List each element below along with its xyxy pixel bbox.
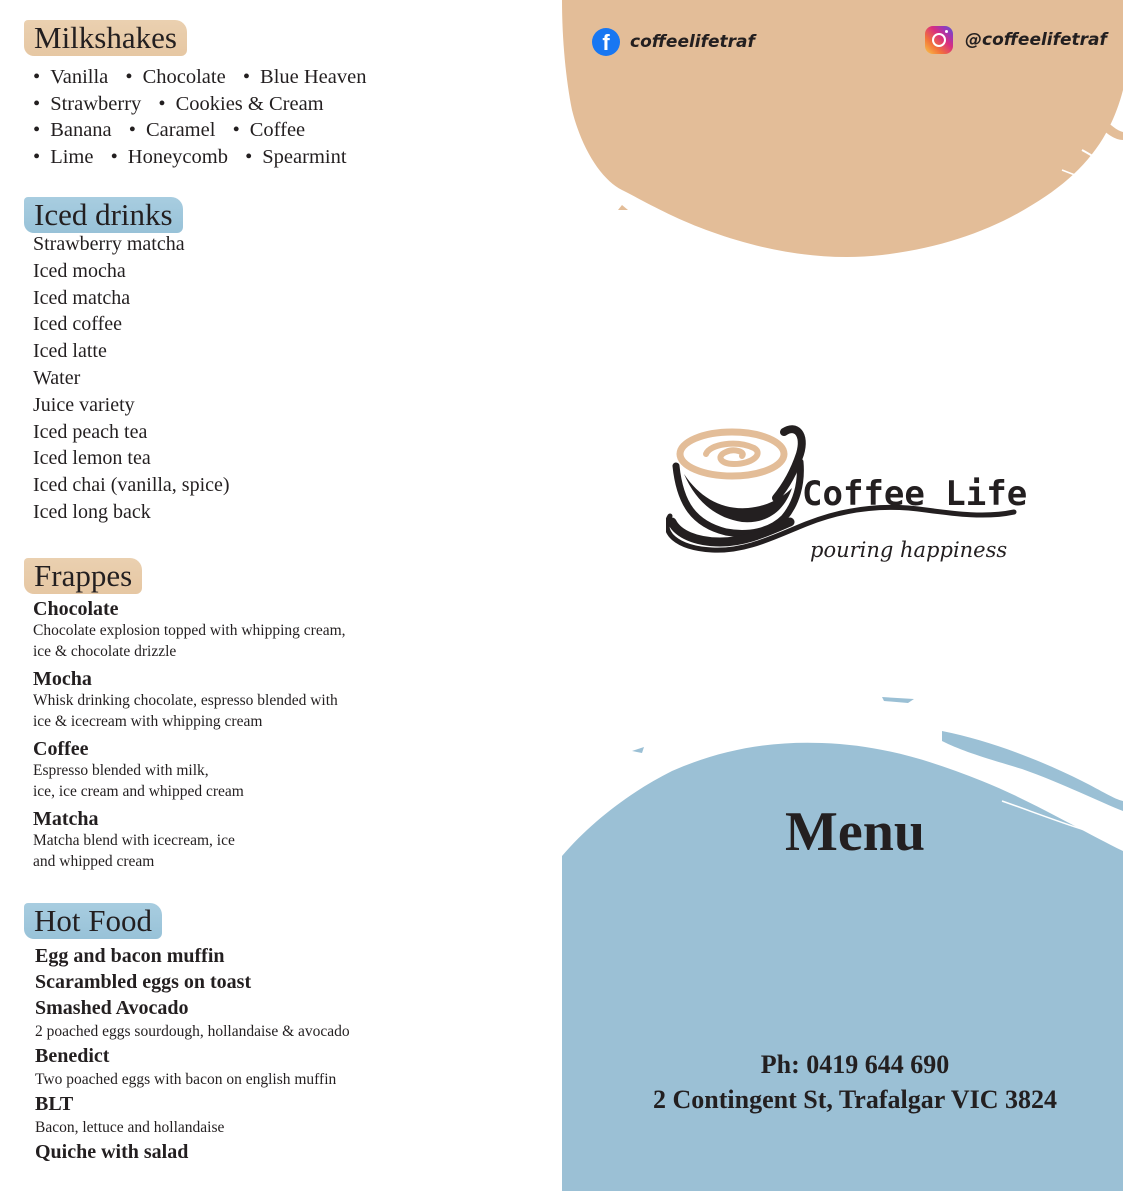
bullet: • (33, 66, 41, 88)
frappe-desc-line: ice & icecream with whipping cream (33, 713, 263, 730)
frappe-name: Mocha (33, 668, 92, 690)
frappe-item (33, 598, 346, 662)
instagram-icon (925, 26, 953, 54)
frappe-name: Coffee (33, 738, 89, 760)
menu-cover-panel (562, 0, 1123, 1191)
hot-food-list (35, 943, 350, 1165)
hot-food-description: Bacon, lettuce and hollandaise (35, 1119, 225, 1136)
milkshakes-heading: Milkshakes (24, 20, 187, 56)
iced-drink-item: Iced lemon tea (33, 447, 151, 470)
bullet: • (128, 119, 136, 142)
frappe-desc-line: Whisk drinking chocolate, espresso blended with (33, 692, 338, 709)
facebook-icon: f (592, 28, 620, 56)
iced-drink-item: Iced mocha (33, 259, 126, 282)
frappe-desc-line: ice, ice cream and whipped cream (33, 783, 244, 800)
milkshake-flavour: Spearmint (262, 145, 347, 168)
milkshake-flavour: Caramel (145, 119, 216, 142)
frappes-list (33, 598, 346, 878)
hot-food-name: BLT (35, 1093, 74, 1115)
iced-drink-item: Iced latte (33, 340, 107, 363)
iced-drink-item: Strawberry matcha (33, 233, 185, 255)
bullet: • (33, 92, 41, 115)
milkshakes-row (33, 64, 378, 91)
milkshake-flavour: Banana (50, 119, 112, 142)
frappe-desc-line: Matcha blend with icecream, ice (33, 832, 235, 849)
frappe-item (33, 738, 346, 802)
hot-food-name: Scarambled eggs on toast (35, 971, 252, 993)
milkshakes-list (33, 64, 378, 170)
bullet: • (33, 119, 41, 142)
iced-drink-item: Juice variety (33, 393, 135, 416)
hot-food-name: Smashed Avocado (35, 997, 189, 1019)
iced-drink-item: Water (33, 366, 81, 389)
milkshake-flavour: Lime (50, 145, 94, 168)
milkshake-flavour: Cookies & Cream (175, 92, 324, 115)
instagram-link[interactable] (925, 26, 1107, 54)
frappe-item (33, 668, 346, 732)
frappe-desc-line: and whipped cream (33, 853, 155, 870)
bullet: • (245, 145, 253, 168)
iced-drink-item: Iced coffee (33, 313, 123, 336)
hot-food-name: Benedict (35, 1045, 110, 1067)
frappe-item (33, 808, 346, 872)
frappe-desc-line: Espresso blended with milk, (33, 762, 209, 779)
bullet: • (125, 66, 133, 88)
milkshake-flavour: Honeycomb (127, 145, 228, 168)
frappe-desc-line: ice & chocolate drizzle (33, 643, 177, 660)
milkshake-flavour: Blue Heaven (260, 66, 367, 88)
hot-food-name: Quiche with salad (35, 1141, 189, 1163)
bullet: • (158, 92, 166, 115)
facebook-handle: coffeelifetraf (630, 32, 755, 52)
hot-food-heading: Hot Food (24, 903, 162, 939)
frappe-desc-line: Chocolate explosion topped with whipping cream, (33, 622, 346, 639)
menu-title: Menu (785, 801, 925, 863)
bullet: • (33, 145, 41, 168)
contact-address: 2 Contingent St, Trafalgar VIC 3824 (653, 1085, 1057, 1114)
hot-food-description: 2 poached eggs sourdough, hollandaise & avocado (35, 1023, 350, 1040)
iced-drink-item: Iced peach tea (33, 420, 148, 443)
frappe-name: Matcha (33, 808, 99, 830)
bullet: • (242, 66, 251, 88)
iced-drink-item: Iced matcha (33, 286, 131, 309)
bullet: • (110, 145, 118, 168)
milkshake-flavour: Vanilla (50, 66, 109, 88)
milkshake-flavour: Coffee (249, 119, 306, 142)
blue-brush-shape (562, 691, 1123, 1191)
iced-drink-item: Iced long back (33, 500, 151, 523)
frappe-description (33, 830, 346, 872)
frappe-name: Chocolate (33, 598, 119, 620)
contact-phone: Ph: 0419 644 690 (760, 1050, 950, 1079)
hot-food-description: Two poached eggs with bacon on english muffin (35, 1071, 337, 1088)
frappe-description (33, 620, 346, 662)
facebook-link[interactable] (592, 28, 755, 56)
milkshakes-row (33, 91, 378, 118)
bullet: • (232, 119, 240, 142)
iced-drinks-heading: Iced drinks (24, 197, 183, 233)
milkshake-flavour: Strawberry (50, 92, 142, 115)
hot-food-name: Egg and bacon muffin (35, 945, 225, 967)
frappes-heading: Frappes (24, 558, 142, 594)
iced-drink-item: Iced chai (vanilla, spice) (33, 474, 230, 497)
frappe-description (33, 760, 346, 802)
frappe-description (33, 690, 346, 732)
brand-tagline: pouring happiness (810, 538, 1008, 562)
milkshakes-row (33, 117, 378, 144)
brand-name: Coffee Life (802, 474, 1028, 514)
instagram-handle: @coffeelifetraf (965, 30, 1107, 50)
iced-drinks-list (33, 231, 230, 526)
milkshake-flavour: Chocolate (142, 66, 226, 88)
milkshakes-row (33, 144, 378, 171)
